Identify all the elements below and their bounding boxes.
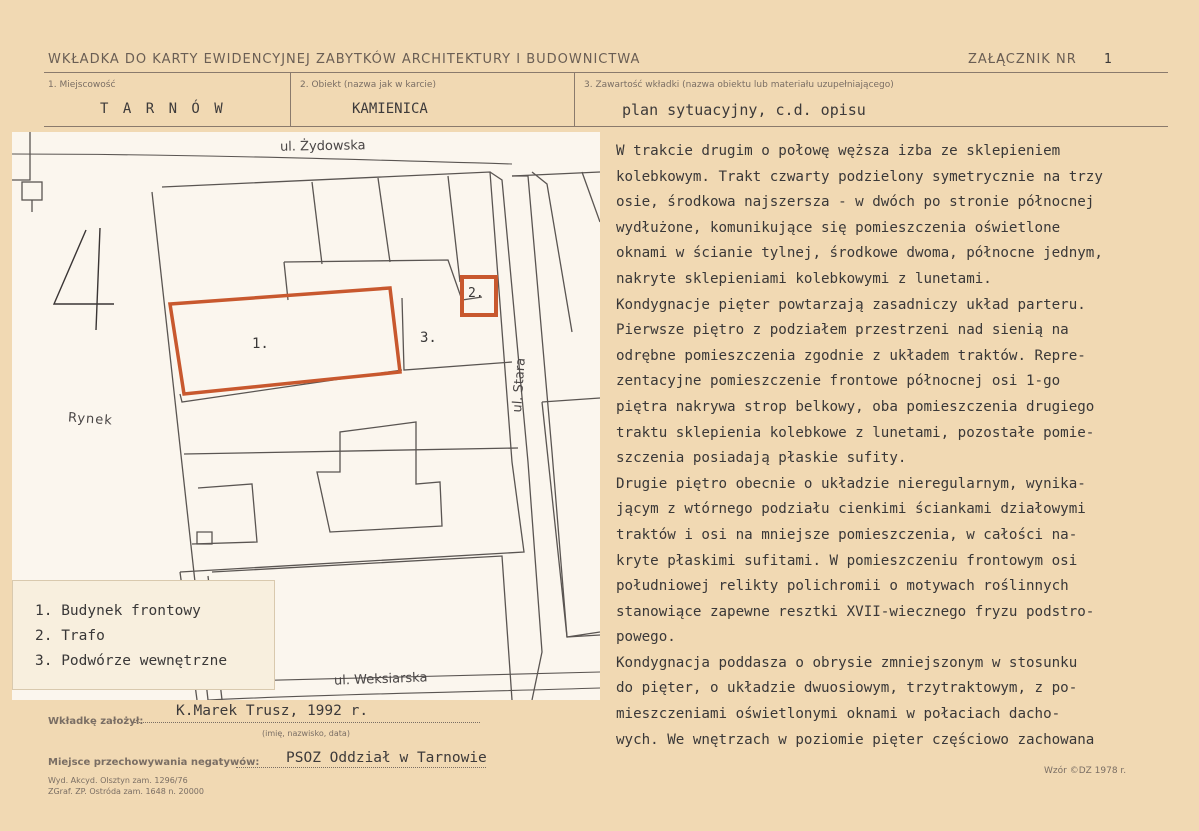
text-line: odrębne pomieszczenia zgodnie z układem traktów. Repre-: [616, 347, 1086, 364]
legend-item: 2. Trafo: [35, 628, 105, 644]
place-value: T A R N Ó W: [100, 101, 226, 117]
author-value: K.Marek Trusz, 1992 r.: [176, 703, 369, 719]
text-line: Kondygnacje pięter powtarzają zasadniczy układ parteru.: [616, 296, 1086, 313]
attachment-number: 1: [1103, 52, 1113, 67]
legend-item: 1. Budynek frontowy: [35, 603, 201, 619]
text-line: wych. We wnętrzach w poziomie pięter częściowo zachowana: [616, 731, 1095, 748]
text-line: wydłużone, komunikujące się pomieszczenia oświetlone: [616, 219, 1061, 236]
text-line: zentacyjne pomieszczenie frontowe północnej osi 1-go: [616, 373, 1061, 390]
printer-line-1: Wyd. Akcyd. Olsztyn zam. 1296/76: [48, 776, 188, 785]
content-label: 3. Zawartość wkładki (nazwa obiektu lub materiału uzupełniającego): [584, 80, 894, 90]
text-line: piętra nakrywa strop belkowy, oba pomieszczenia drugiego: [616, 398, 1095, 415]
storage-underline: [236, 767, 486, 768]
header-rule-bottom: [44, 126, 1168, 127]
description-text: [616, 139, 1103, 753]
storage-value: PSOZ Oddział w Tarnowie: [286, 750, 487, 766]
text-line: powego.: [616, 629, 676, 646]
form-code: Wzór ©DZ 1978 r.: [1044, 766, 1127, 776]
text-line: stanowiące zapewne resztki XVII-wiecznego fryzu podstro-: [616, 603, 1095, 620]
street-label-weksiarska: ul. Weksiarska: [333, 670, 428, 689]
building-1-outline: [170, 288, 400, 394]
text-line: oknami w ścianie tylnej, środkowe dwoma, północne jednym,: [616, 245, 1103, 262]
legend-item: 3. Podwórze wewnętrzne: [35, 653, 228, 669]
street-label-stara: ul. Stara: [510, 357, 529, 414]
text-line: traktów i osi na mniejsze pomieszczenia, w całości na-: [616, 526, 1078, 543]
figure-number: [12, 132, 13, 133]
author-underline: [134, 722, 480, 723]
text-line: mieszczeniami oświetlonymi oknami w połaciach dacho-: [616, 706, 1061, 723]
text-line: kolebkowym. Trakt czwarty podzielony symetrycznie na trzy: [616, 168, 1103, 185]
text-line: Drugie piętro obecnie o układzie nieregularnym, wynika-: [616, 475, 1086, 492]
attachment-label-text: ZAŁĄCZNIK NR: [968, 52, 1077, 67]
author-label: Wkładkę założył:: [48, 716, 144, 727]
text-line: kryte płaskimi sufitami. W pomieszczeniu frontowym osi: [616, 552, 1078, 569]
text-line: W trakcie drugim o połowę węższa izba ze sklepieniem: [616, 143, 1061, 159]
text-line: traktu sklepienia kolebkowe z lunetami, pozostałe pomie-: [616, 424, 1095, 441]
attachment-label: [968, 52, 1113, 67]
field-divider-2: [574, 73, 575, 126]
author-hint: (imię, nazwisko, data): [262, 729, 350, 738]
header-rule-top: [44, 72, 1168, 73]
text-line: Pierwsze piętro z podziałem przestrzeni nad sienią na: [616, 322, 1069, 339]
map-legend: [12, 580, 275, 690]
place-label: 1. Miejscowość: [48, 80, 116, 90]
storage-label: Miejsce przechowywania negatywów:: [48, 757, 260, 768]
building-label-1: 1.: [252, 336, 269, 352]
text-line: jącym z wtórnego podziału cienkimi ściankami działowymi: [616, 501, 1086, 518]
text-line: Kondygnacja poddasza o obrysie zmniejszonym w stosunku: [616, 654, 1078, 671]
text-line: do pięter, o układzie dwuosiowym, trzytraktowym, z po-: [616, 680, 1078, 697]
text-line: południowej relikty polichromii o motywach roślinnych: [616, 578, 1069, 595]
content-value: plan sytuacyjny, c.d. opisu: [622, 101, 866, 119]
street-label-rynek: Rynek: [67, 410, 114, 429]
object-label: 2. Obiekt (nazwa jak w karcie): [300, 80, 436, 90]
form-title: WKŁADKA DO KARTY EWIDENCYJNEJ ZABYTKÓW ARCHITEKTURY I BUDOWNICTWA: [48, 52, 641, 67]
field-divider-1: [290, 73, 291, 126]
text-line: nakryte sklepieniami kolebkowymi z lunetami.: [616, 270, 992, 287]
figure-number-4-glyph: [54, 228, 114, 330]
street-label-zydowska: ul. Żydowska: [279, 138, 366, 155]
text-line: szczenia posiadają płaskie sufity.: [616, 450, 907, 467]
building-label-3: 3.: [420, 330, 437, 346]
printer-line-2: ZGraf. ZP. Ostróda zam. 1648 n. 20000: [48, 787, 204, 796]
text-line: osie, środkowa najszersza - w dwóch po stronie północnej: [616, 194, 1095, 211]
object-value: KAMIENICA: [352, 101, 428, 117]
building-label-2: 2.: [468, 286, 484, 301]
